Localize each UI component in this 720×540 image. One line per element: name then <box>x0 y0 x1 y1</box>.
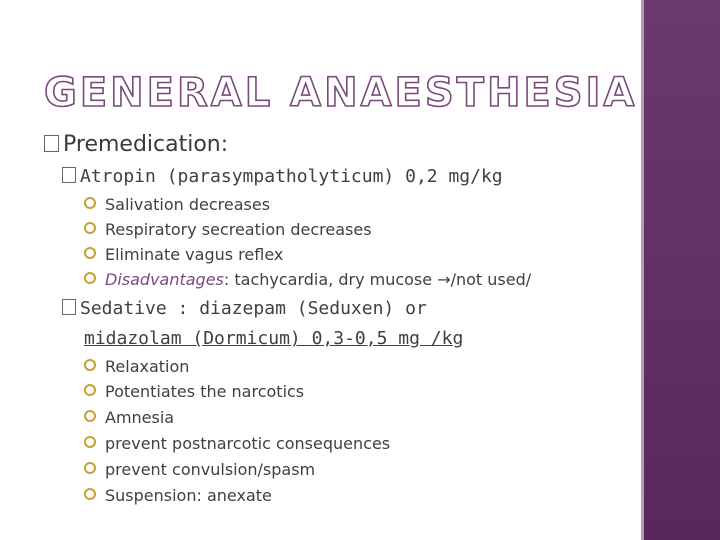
list-item: Amnesia <box>84 408 174 427</box>
ring-bullet-icon <box>84 197 96 209</box>
list-item: Suspension: anexate <box>84 486 272 505</box>
ring-bullet-icon <box>84 384 96 396</box>
subsection-atropin <box>62 166 503 187</box>
side-panel <box>641 0 720 540</box>
ring-bullet-icon <box>84 410 96 422</box>
list-item: prevent postnarcotic consequences <box>84 434 390 453</box>
list-item: Relaxation <box>84 357 189 376</box>
ring-bullet-icon <box>84 488 96 500</box>
ring-bullet-icon <box>84 222 96 234</box>
checkbox-glyph-icon <box>44 135 59 152</box>
ring-bullet-icon <box>84 272 96 284</box>
checkbox-glyph-icon <box>62 299 76 315</box>
list-item-disadvantages: Disadvantages: tachycardia, dry mucose →/not used/ <box>84 270 531 289</box>
list-item: prevent convulsion/spasm <box>84 460 315 479</box>
list-item: Respiratory secreation decreases <box>84 220 372 239</box>
slide-title: GENERAL ANAESTHESIA <box>44 70 638 116</box>
subsection-heading: Atropin (parasympatholyticum) 0,2 mg/kg <box>80 166 503 187</box>
checkbox-glyph-icon <box>62 167 76 183</box>
list-item: Potentiates the narcotics <box>84 382 304 401</box>
list-item: Eliminate vagus reflex <box>84 245 283 264</box>
subsection-heading: Sedative : diazepam (Seduxen) or <box>80 298 427 319</box>
section-premedication <box>44 132 228 157</box>
section-heading: Premedication: <box>63 132 229 157</box>
disadvantages-label: Disadvantages <box>105 270 224 289</box>
ring-bullet-icon <box>84 462 96 474</box>
subsection-sedative <box>62 298 427 319</box>
subsection-sedative-line2: midazolam (Dormicum) 0,3-0,5 mg /kg <box>84 328 464 349</box>
ring-bullet-icon <box>84 359 96 371</box>
ring-bullet-icon <box>84 247 96 259</box>
list-item: Salivation decreases <box>84 195 270 214</box>
ring-bullet-icon <box>84 436 96 448</box>
right-arrow-icon: → <box>437 270 451 289</box>
